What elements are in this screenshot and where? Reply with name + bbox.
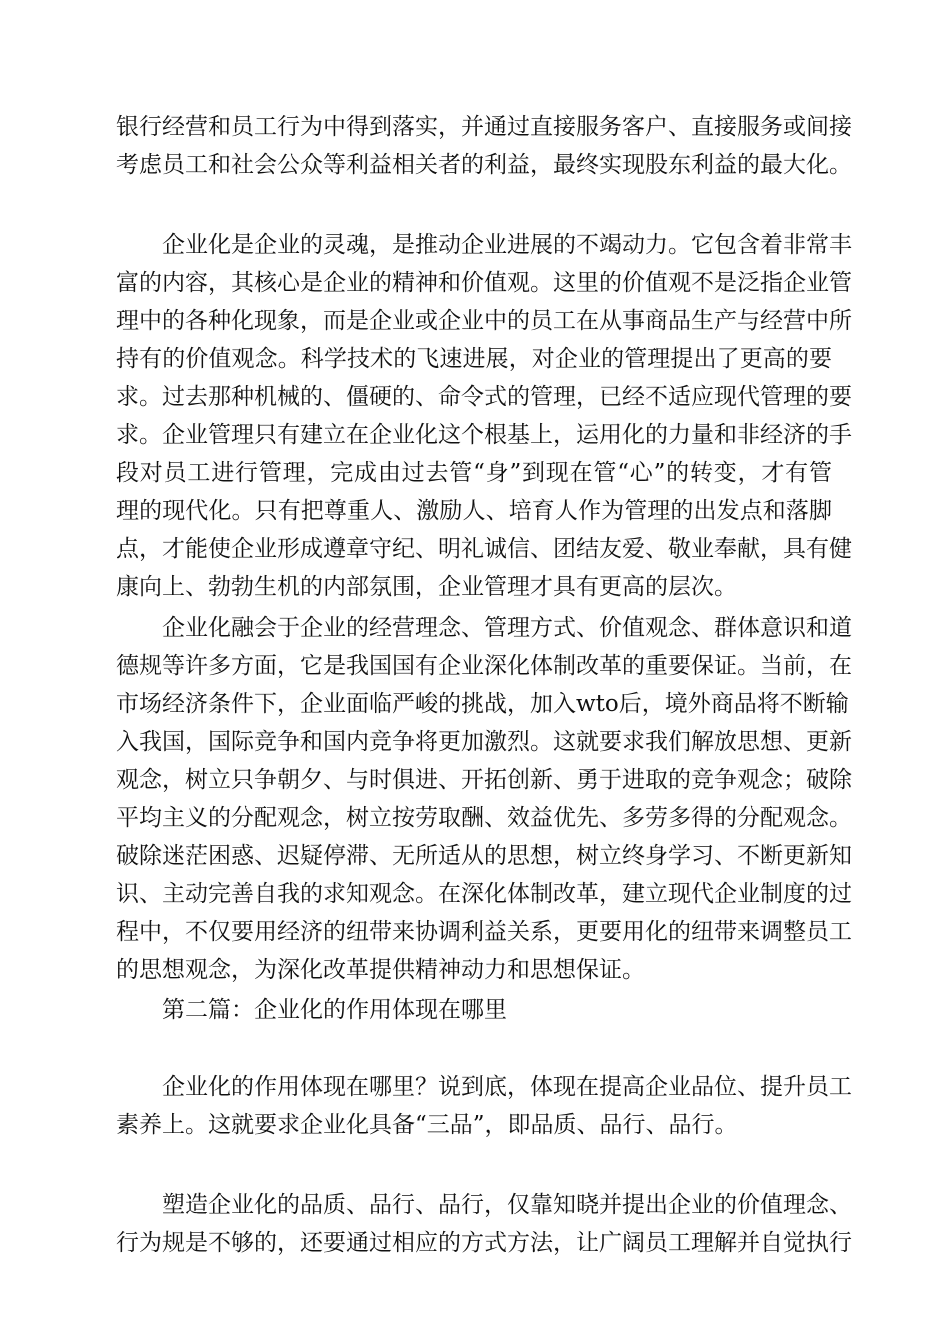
text-line: 富的内容，其核心是企业的精神和价值观。这里的价值观不是泛指企业管 [116,270,852,296]
paragraph-2 [116,226,852,606]
text-line: 入我国，国际竞争和国内竞争将更加激烈。这就要求我们解放思想、更新 [116,729,852,755]
section-title: 第二篇：企业化的作用体现在哪里 [162,997,507,1023]
text-line: 平均主义的分配观念，树立按劳取酬、效益优先、多劳多得的分配观念。 [116,805,852,831]
text-line: 企业化的作用体现在哪里？说到底，体现在提高企业品位、提升员工 [162,1074,852,1100]
text-line: 理中的各种化现象，而是企业或企业中的员工在从事商品生产与经营中所 [116,308,852,334]
paragraph-5 [116,1186,852,1262]
text-line: 观念，树立只争朝夕、与时俱进、开拓创新、勇于进取的竞争观念；破除 [116,767,852,793]
text-line: 企业化是企业的灵魂，是推动企业进展的不竭动力。它包含着非常丰 [162,232,852,258]
text-line: 塑造企业化的品质、品行、品行，仅靠知晓并提出企业的价值理念、 [162,1192,852,1218]
text-line: 的思想观念，为深化改革提供精神动力和思想保证。 [116,957,645,983]
text-line: 点，才能使企业形成遵章守纪、明礼诚信、团结友爱、敬业奉献，具有健 [116,536,852,562]
text-line: 企业化融会于企业的经营理念、管理方式、价值观念、群体意识和道 [162,615,852,641]
text-line: 段对员工进行管理，完成由过去管“身”到现在管“心”的转变，才有管 [116,460,832,486]
text-line: 程中，不仅要用经济的纽带来协调利益关系，更要用化的纽带来调整员工 [116,919,852,945]
paragraph-3 [116,609,852,989]
text-line: 行为规是不够的，还要通过相应的方式方法，让广阔员工理解并自觉执行 [116,1230,852,1256]
text-line: 考虑员工和社会公众等利益相关者的利益，最终实现股东利益的最大化。 [116,152,852,178]
section-heading [116,991,832,1029]
text-line: 求。过去那种机械的、僵硬的、命令式的管理，已经不适应现代管理的要 [116,384,852,410]
text-line: 持有的价值观念。科学技术的飞速进展，对企业的管理提出了更高的要 [116,346,832,372]
text-line: 求。企业管理只有建立在企业化这个根基上，运用化的力量和非经济的手 [116,422,852,448]
text-line: 破除迷茫困惑、迟疑停滞、无所适从的思想，树立终身学习、不断更新知 [116,843,852,869]
paragraph-4 [116,1068,852,1144]
text-line: 银行经营和员工行为中得到落实，并通过直接服务客户、直接服务或间接 [116,114,852,140]
text-line: 德规等许多方面，它是我国国有企业深化体制改革的重要保证。当前，在 [116,653,852,679]
text-line: 康向上、勃勃生机的内部氛围，企业管理才具有更高的层次。 [116,574,737,600]
paragraph-1 [116,108,852,184]
text-line: 素养上。这就要求企业化具备“三品”，即品质、品行、品行。 [116,1112,738,1138]
text-line: 理的现代化。只有把尊重人、激励人、培育人作为管理的出发点和落脚 [116,498,832,524]
text-line: 市场经济条件下，企业面临严峻的挑战，加入wto后，境外商品将不断输 [116,691,849,717]
text-line: 识、主动完善自我的求知观念。在深化体制改革，建立现代企业制度的过 [116,881,852,907]
